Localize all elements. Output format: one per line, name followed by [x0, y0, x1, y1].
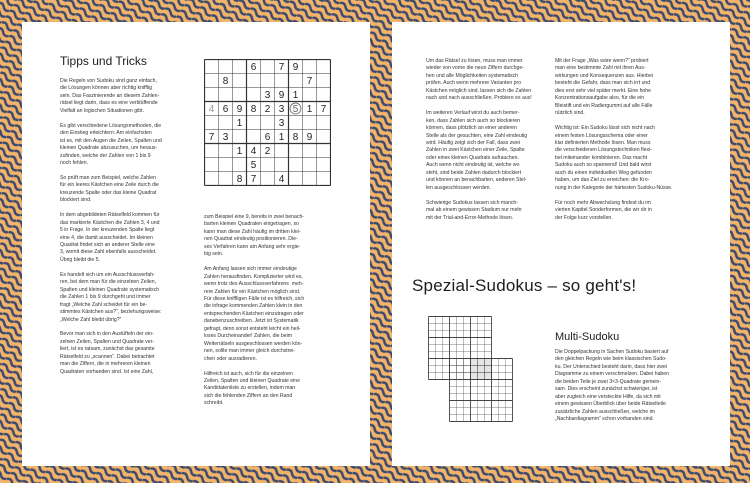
- right-text-column-2: Mit der Frage „Was wäre wenn?“ probiert man eine bestimmte Zahl mit ihren Aus- wirkungen und Konsequenzen aus. Hierbei besteht die Gefahr, dass man sich irrt und dies erst sehr viel später merkt. Eine hohe Konzentrationsaufgabe also, für die ein Bleistift und ein Radiergummi auf alle Fälle nützlich sind. Wichtig ist: Ein Sudoku lässt sich nicht nach einem festen Lösungsschema oder einer klar definierten Methode lösen. Man muss die verschiedenen Lösungstechniken flexi- bel miteinander kombinieren. Das macht Sudoku auch so spannend! Und bald wirst auch du einen individuellen Weg gefunden haben, um das Ziel zu erreichen: die Kro- nung in der Kategorie der härtesten Sudoku-Nüsse. Für noch mehr Abwechslung findest du im vierten Kapitel Sonderformen, die wir dir in der Folge kurz vorstellen.: [555, 58, 673, 221]
- right-text-column-1: Um das Rätsel zu lösen, muss man immer wieder von vorne die neun Ziffern durchge- hen und alle Möglichkeiten systematisch prüfen. Auch wenn mehrere Varianten pro Kästchen möglich sind, lassen sich die Zahlen nach und nach ausschließen. Probiere es aus! Im weiteren Verlauf wirst du auch bemer- ken, dass Zahlen sich auch so blockieren können, dass plötzlich an einer anderen Stelle als der gesuchten, eine Zahl eindeutig wird. Häufig zeigt sich der Fall, dass zwei Zahlen in zwei Kästchen einer Zeile, Spalte oder eines kleinen Quadrats aufrauchen. Auch wenn nicht eindeutig ist, welche wo steht, sind beide Zahlen dadurch blockiert und können an benachbarten, anderen Stel- len ausgeschlossen werden. Schwierige Sudokus lassen sich manch- mal ab einem gewissen Stadium nur mehr mit der Trial-and-Error-Methode lösen.: [426, 58, 532, 221]
- sudoku-digit: 9: [292, 62, 299, 74]
- sudoku-digit: 1: [236, 118, 243, 130]
- right-page: [392, 22, 730, 466]
- sudoku-digit: 3: [222, 132, 229, 144]
- sudoku-digit: 6: [222, 104, 229, 116]
- sudoku-digit: 1: [292, 90, 299, 102]
- multi-sudoku-text: Die Doppelpackung in Sachen Sudoku basiert auf den gleichen Regeln wie beim klassischen Sudo- ku. Der Unterschied besteht darin, dass hier zwei Diagramme zu einem verschmelzen. Dabei haben die beiden Teile je zwei 3×3-Quadrate gemein- sam. Dies erscheint zunächst schwieriger, ist aber zugleich eine versteckte Hilfe, da sich mit einem gewissen Überblick über beide Rätselteile zusätzliche Zahlen ausschließen, welche im „Nachbardiagramm“ schon vorhanden sind.: [555, 349, 670, 423]
- sudoku-digit: 3: [278, 118, 285, 130]
- sudoku-digit: 9: [306, 132, 313, 144]
- sudoku-digit: 4: [278, 174, 285, 186]
- sudoku-digit: 7: [250, 174, 257, 186]
- sudoku-digit: 7: [208, 132, 215, 144]
- sudoku-example-grid: [204, 59, 331, 186]
- sudoku-digit: 7: [278, 62, 285, 74]
- sudoku-digit: 8: [222, 76, 229, 88]
- sudoku-digit: 9: [236, 104, 243, 116]
- left-text-column-1: Die Regeln von Sudoku sind ganz einfach, die Lösungen können aber richtig knifflig sein. Das Faszinierende an diesem Zahlen- rätsel liegt darin, dass es eine verblüffende Vielfalt an logischen Situationen gibt. Es gibt verschiedene Lösungsmethoden, die den Einstieg erleichtern: Am einfachsten ist es, mit den Augen die Zeilen, Spalten und kleinen Quadrate abzusuchen, um heraus- zufinden, welche der Zahlen von 1 bis 9 noch fehlen. So prüft man zum Beispiel, welche Zahlen für ein leeres Kästchen eine Zeile durch die kreuzende Spalte oder das kleine Quadrat blockiert sind. In dem abgebildeten Rätselfeld kommen für das markierte Kästchen die Zahlen 3, 4 und 5 in Frage. In der kreuzenden Spalte liegt eine 4, die damit ausscheidet. Im kleinen Quadrat findet sich an anderer Stelle eine 3, womit diese Zahl ebenfalls ausscheidet. Übrig bleibt die 5. Es handelt sich um ein Ausschlussverfah- ren, bei dem man für die einzelnen Zeilen, Spalten und kleinen Quadrate systematisch die Zahlen 1 bis 9 durchgeht und immer fragt „Welche Zahl scheidet für ein be- stimmtes Kästchen aus?“, beziehungsweise: „Welche Zahl bleibt übrig?“ Bevor man sich in den Austüfteln der ein- zelnen Zeilen, Spalten und Quadrate ver- liert, ist es ratsam, zunächst das gesamte Rätselfeld zu „scannen“. Dabei betrachtet man die Ziffern, die in mehreren kleinen Quadraten vorhanden sind. Ist eine Zahl,: [60, 78, 162, 375]
- sudoku-digit: 5: [292, 104, 299, 116]
- sudoku-digit: 3: [278, 104, 285, 116]
- sudoku-digit: 8: [292, 132, 299, 144]
- left-page: [22, 22, 370, 466]
- sudoku-digit: 3: [264, 90, 271, 102]
- left-text-column-2: zum Beispiel eine 9, bereits in zwei benach- barten kleinen Quadraten eingetragen, so kann man diese Zahl häufig im dritten klei- nen Quadrat eindeutig positionieren. Die- ses Verfahren kann am Anfang sehr ergie- big sein. Am Anfang lassen sich immer eindeutige Zahlen herausfinden. Komplizierter wird es, wenn trotz des Ausschlussverfahrens meh- rere Zahlen für ein Kästchen möglich sind. Für diese kniffligen Fälle ist es hilfreich, sich die infrage kommenden Zahlen klein in den entsprechenden Kästchen einzutragen oder danebenzuschreiben. Jetzt ist Systematik gefragt, denn sonst entsteht leicht ein heil- loses Durcheinander! Zahlen, die beim Weiterrätseln ausgeschlossen werden kön- nen, sollte man immer gleich durchstrei- chen oder ausradieren. Hilfreich ist auch, sich für die einzelnen Zeilen, Spalten und kleinen Quadrate eine Kandidatenliste zu erstellen, indem man sich die fehlenden Ziffern an den Rand schreibt.: [204, 214, 305, 407]
- sudoku-digit: 1: [306, 104, 313, 116]
- sudoku-digit: 5: [250, 160, 257, 172]
- sudoku-digit: 1: [278, 132, 285, 144]
- sudoku-digit: 4: [250, 146, 257, 158]
- sudoku-digit: 6: [250, 62, 257, 74]
- sudoku-digit: 9: [278, 90, 285, 102]
- sudoku-digit: 2: [264, 104, 271, 116]
- sudoku-digit: 6: [264, 132, 271, 144]
- sudoku-digit: 8: [236, 174, 243, 186]
- multi-sudoku-diagram: [428, 316, 538, 444]
- heading-multi-sudoku: Multi-Sudoku: [555, 331, 620, 343]
- sudoku-digit: 7: [320, 104, 327, 116]
- sudoku-digit: 2: [264, 146, 271, 158]
- sudoku-digit: 7: [306, 76, 313, 88]
- sudoku-digit: 1: [236, 146, 243, 158]
- sudoku-digit: 8: [250, 104, 257, 116]
- heading-spezial-sudokus: Spezial-Sudokus – so geht's!: [412, 276, 637, 295]
- sudoku-digit: 4: [208, 104, 215, 116]
- shared-block-shade: [471, 359, 492, 380]
- heading-tipps-und-tricks: Tipps und Tricks: [60, 54, 147, 68]
